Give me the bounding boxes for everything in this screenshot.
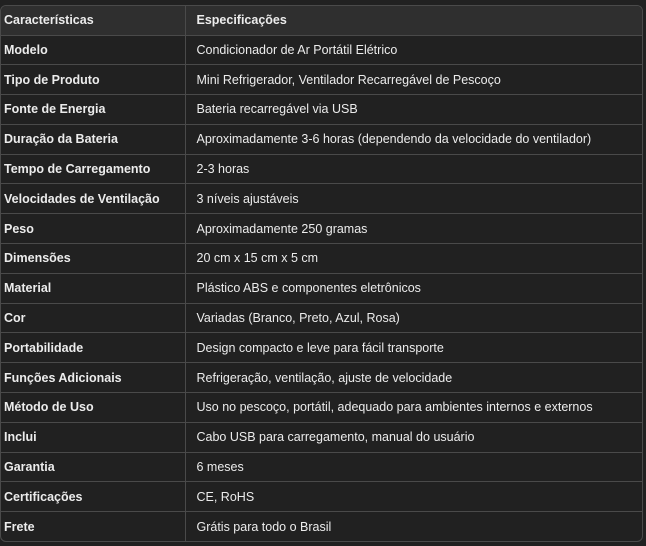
specifications-table <box>1 6 642 542</box>
row-characteristic: Fonte de Energia <box>1 95 185 125</box>
row-specification: Aproximadamente 250 gramas <box>185 214 642 244</box>
table-row <box>1 363 642 393</box>
table-row <box>1 482 642 512</box>
table-row <box>1 303 642 333</box>
row-specification: Cabo USB para carregamento, manual do usuário <box>185 422 642 452</box>
row-characteristic: Velocidades de Ventilação <box>1 184 185 214</box>
row-characteristic: Peso <box>1 214 185 244</box>
row-specification: 20 cm x 15 cm x 5 cm <box>185 244 642 274</box>
row-characteristic: Frete <box>1 512 185 542</box>
row-characteristic: Certificações <box>1 482 185 512</box>
table-row <box>1 333 642 363</box>
row-specification: Mini Refrigerador, Ventilador Recarregável de Pescoço <box>185 65 642 95</box>
table-row <box>1 65 642 95</box>
row-specification: Uso no pescoço, portátil, adequado para ambientes internos e externos <box>185 393 642 423</box>
row-specification: CE, RoHS <box>185 482 642 512</box>
table-row <box>1 273 642 303</box>
row-characteristic: Funções Adicionais <box>1 363 185 393</box>
row-characteristic: Modelo <box>1 35 185 65</box>
row-characteristic: Tempo de Carregamento <box>1 154 185 184</box>
row-characteristic: Dimensões <box>1 244 185 274</box>
specifications-table-container <box>0 5 643 542</box>
column-header-specifications: Especificações <box>185 6 642 35</box>
row-characteristic: Método de Uso <box>1 393 185 423</box>
row-specification: Condicionador de Ar Portátil Elétrico <box>185 35 642 65</box>
row-specification: 2-3 horas <box>185 154 642 184</box>
table-row <box>1 422 642 452</box>
row-characteristic: Inclui <box>1 422 185 452</box>
row-characteristic: Garantia <box>1 452 185 482</box>
table-row <box>1 154 642 184</box>
row-characteristic: Tipo de Produto <box>1 65 185 95</box>
row-specification: 6 meses <box>185 452 642 482</box>
row-specification: Grátis para todo o Brasil <box>185 512 642 542</box>
table-row <box>1 35 642 65</box>
table-row <box>1 512 642 542</box>
table-row <box>1 452 642 482</box>
table-header-row <box>1 6 642 35</box>
table-body <box>1 35 642 542</box>
row-specification: Bateria recarregável via USB <box>185 95 642 125</box>
row-specification: Variadas (Branco, Preto, Azul, Rosa) <box>185 303 642 333</box>
column-header-characteristics: Características <box>1 6 185 35</box>
row-specification: 3 níveis ajustáveis <box>185 184 642 214</box>
row-specification: Aproximadamente 3-6 horas (dependendo da velocidade do ventilador) <box>185 124 642 154</box>
row-specification: Refrigeração, ventilação, ajuste de velocidade <box>185 363 642 393</box>
row-specification: Plástico ABS e componentes eletrônicos <box>185 273 642 303</box>
table-row <box>1 214 642 244</box>
row-characteristic: Material <box>1 273 185 303</box>
table-row <box>1 124 642 154</box>
row-specification: Design compacto e leve para fácil transporte <box>185 333 642 363</box>
row-characteristic: Cor <box>1 303 185 333</box>
table-row <box>1 95 642 125</box>
table-row <box>1 393 642 423</box>
table-row <box>1 184 642 214</box>
row-characteristic: Portabilidade <box>1 333 185 363</box>
row-characteristic: Duração da Bateria <box>1 124 185 154</box>
table-row <box>1 244 642 274</box>
